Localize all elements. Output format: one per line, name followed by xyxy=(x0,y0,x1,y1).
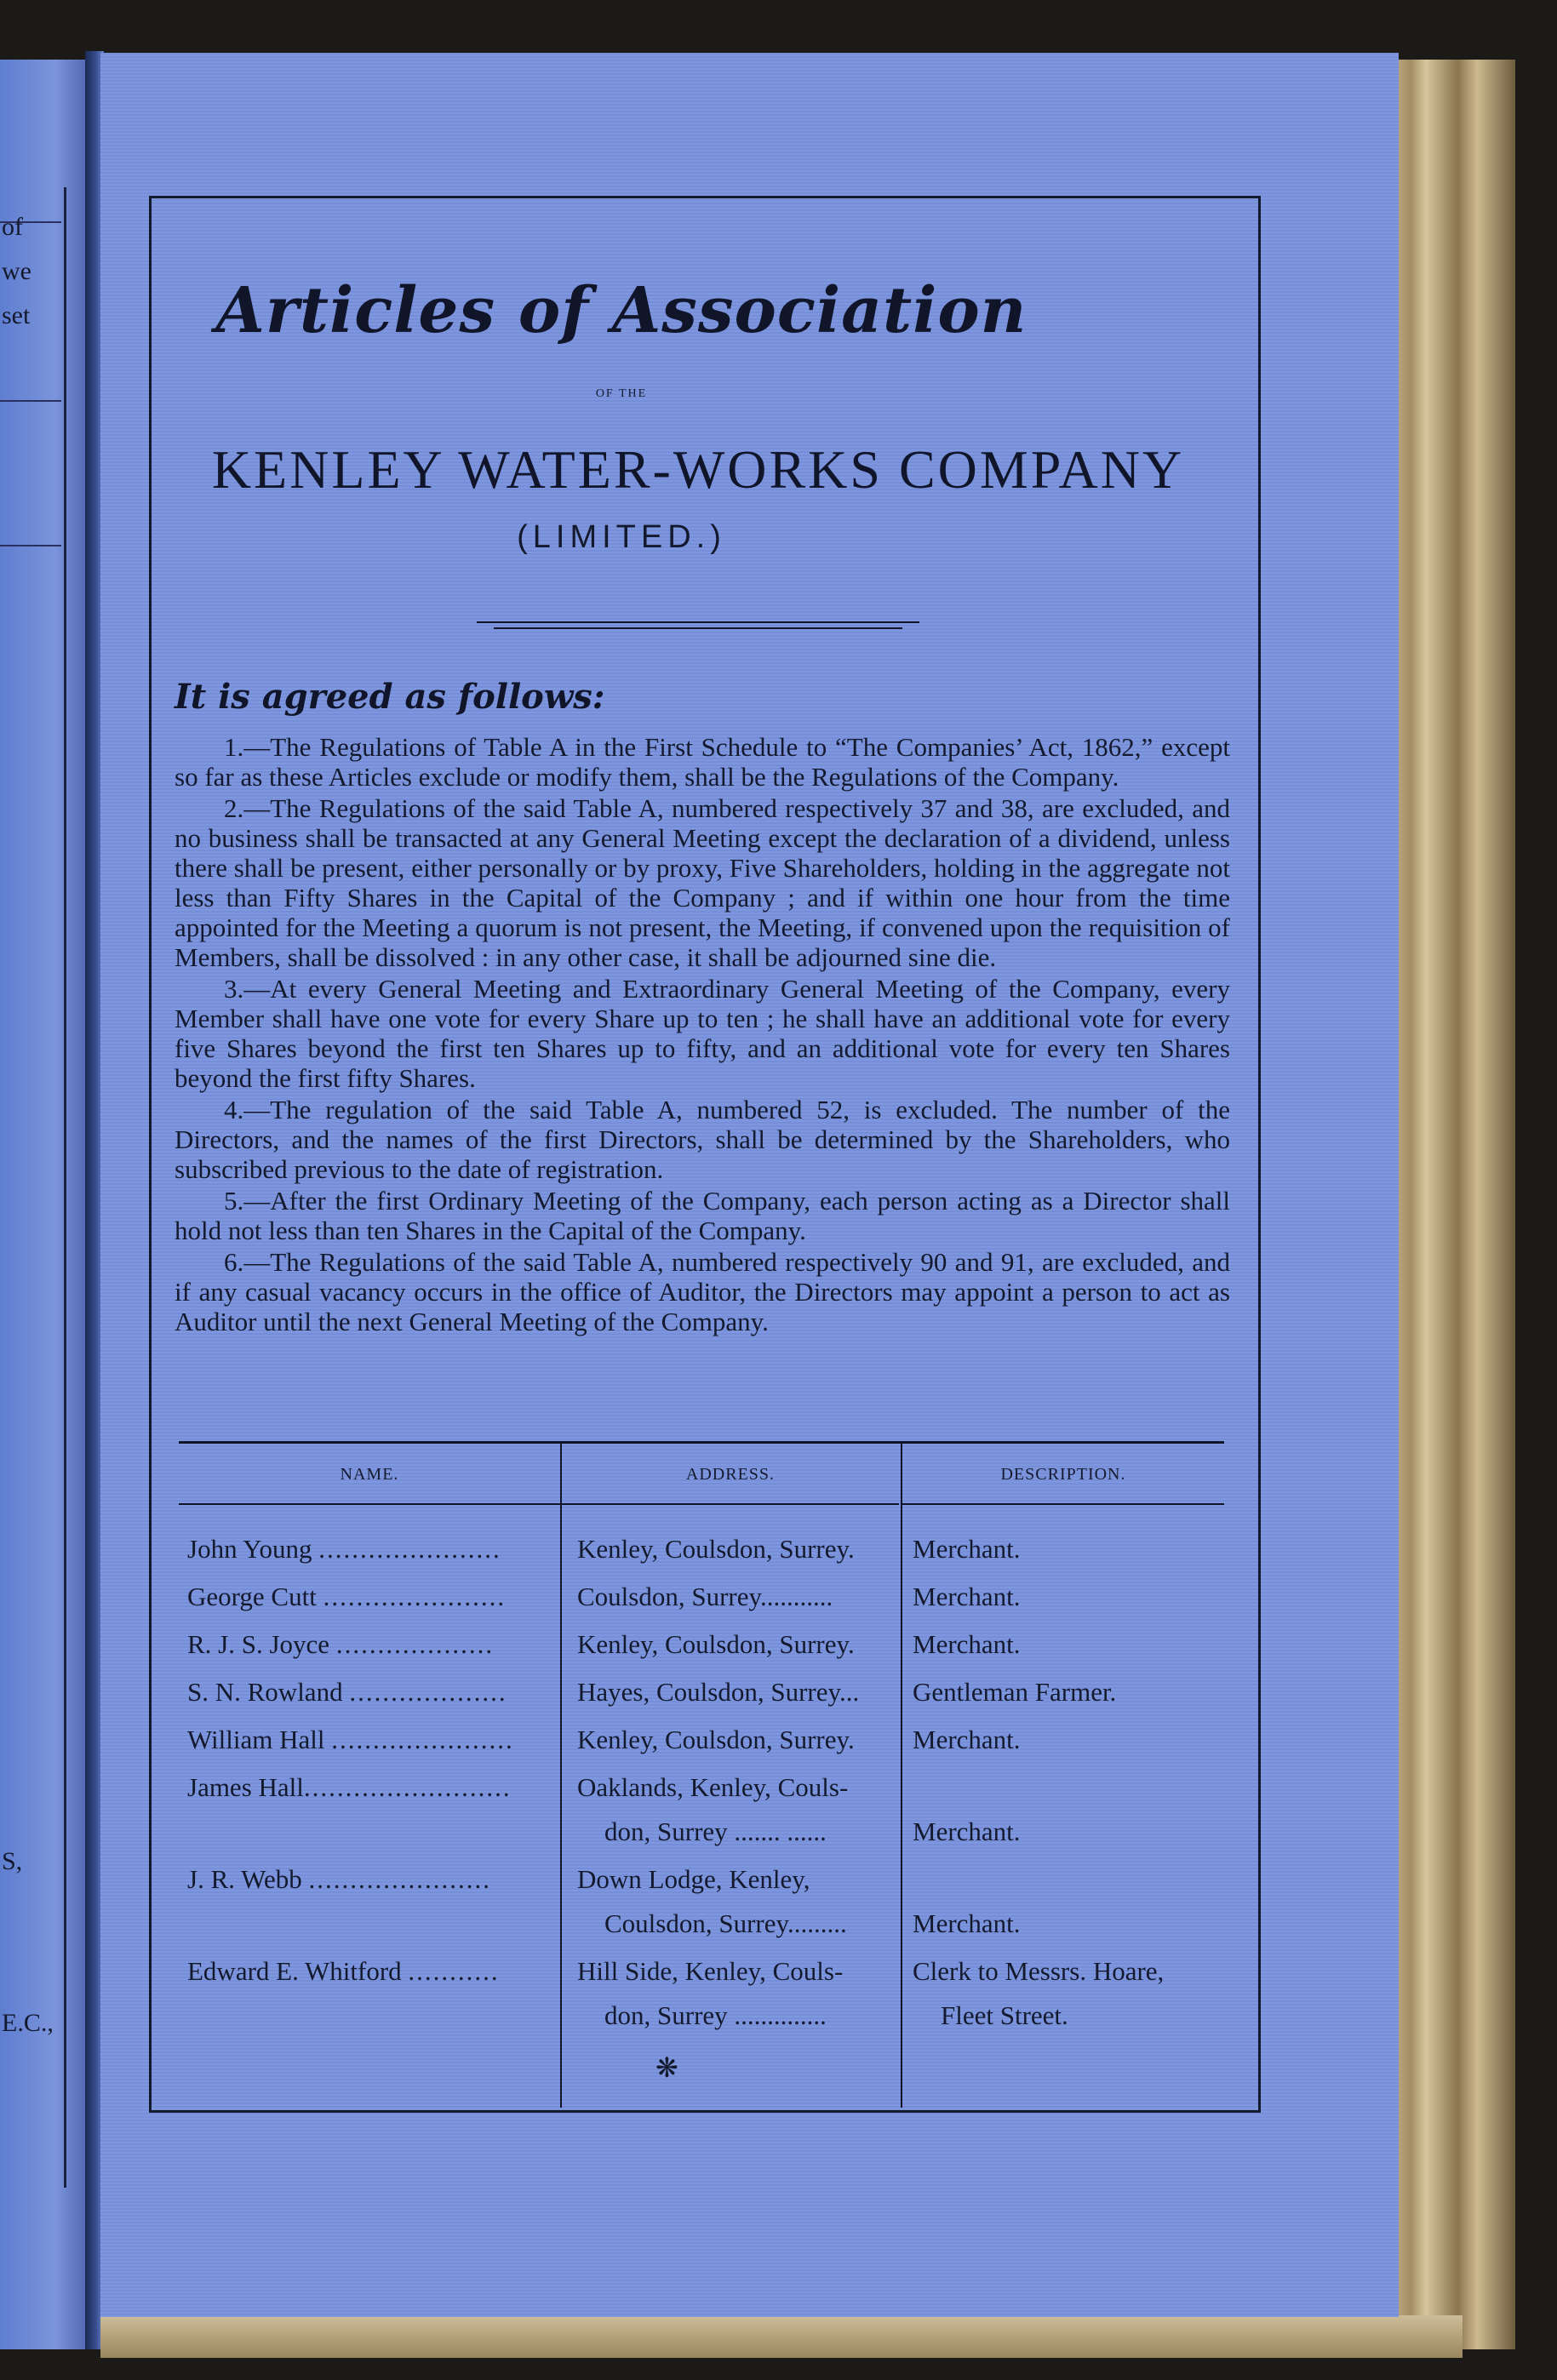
cell-address: Hill Side, Kenley, Couls- xyxy=(577,1956,844,1986)
article-4: 4.—The regulation of the said Table A, numbered 52, is excluded. The number of the Directors, and the names of the first Directors, shall be determined by the Shareholders, who subscribed previous to the date of registration. xyxy=(175,1095,1230,1184)
dot-leader: ...................... xyxy=(323,1582,507,1611)
article-2: 2.—The Regulations of the said Table A, numbered respectively 37 and 38, are excluded, and no business shall be transacted at any General Meeting except the declaration of a dividend, unless there shall be present, either personally or by proxy, Five Shareholders, holding in the aggregate not less than Fifty Shares in the Capital of the Company ; and if within one hour from the time appointed for the Meeting a quorum is not present, the Meeting, if convened upon the requisition of Members, shall be dissolved : in any other case, it shall be adjourned sine die. xyxy=(175,793,1230,972)
facing-fragment: S, xyxy=(2,1847,23,1875)
dot-leader: ................... xyxy=(349,1677,507,1707)
cell-name xyxy=(187,1719,514,1760)
article-6: 6.—The Regulations of the said Table A, numbered respectively 90 and 91, are excluded, and if any casual vacancy occurs in the office of Auditor, the Directors may appoint a person to act as Auditor until the next General Meeting of the Company. xyxy=(175,1247,1230,1336)
dot-leader: ...................... xyxy=(318,1534,501,1564)
header-address: ADDRESS. xyxy=(685,1465,776,1484)
dot-leader: ......................... xyxy=(303,1772,512,1802)
title-rule xyxy=(494,627,902,629)
facing-fragment: E.C., xyxy=(2,2009,54,2037)
of-the-label: OF THE xyxy=(595,387,648,400)
header-rule xyxy=(179,1503,560,1505)
article-1: 1.—The Regulations of Table A in the First Schedule to “The Companies’ Act, 1862,” except so far as these Articles exclude or modify them, shall be the Regulations of the Company. xyxy=(175,732,1230,792)
subscriber-name: John Young xyxy=(187,1534,312,1564)
dot-leader: ...................... xyxy=(308,1864,491,1894)
page-bottom-edge xyxy=(100,2315,1463,2358)
cell-name xyxy=(187,1951,500,1992)
cell-address: Down Lodge, Kenley, xyxy=(577,1864,810,1894)
cell-description: Merchant. xyxy=(913,1816,1021,1846)
header-name: NAME. xyxy=(340,1465,399,1484)
cell-description: Merchant. xyxy=(913,1908,1021,1938)
column-divider xyxy=(560,1444,562,2108)
cell-address: Coulsdon, Surrey........... xyxy=(577,1582,833,1611)
subscriber-name: James Hall xyxy=(187,1772,304,1802)
cell-description: Merchant. xyxy=(913,1534,1021,1564)
cell-address: Hayes, Coulsdon, Surrey... xyxy=(577,1677,860,1707)
subscriber-name: R. J. S. Joyce xyxy=(187,1629,330,1659)
dot-leader: ........... xyxy=(408,1956,500,1986)
limited-label: (LIMITED.) xyxy=(517,519,726,555)
subscriber-name: William Hall xyxy=(187,1725,325,1754)
cell-description-cont: Fleet Street. xyxy=(941,2000,1068,2030)
facing-frame-line xyxy=(64,187,66,2188)
articles-list xyxy=(175,732,1230,1338)
cell-address-cont: Coulsdon, Surrey......... xyxy=(604,1908,847,1938)
header-description: DESCRIPTION. xyxy=(1000,1465,1126,1484)
subscriber-name: J. R. Webb xyxy=(187,1864,302,1894)
cell-address: Oaklands, Kenley, Couls- xyxy=(577,1772,849,1802)
title-rule xyxy=(477,621,919,623)
cell-name xyxy=(187,1859,491,1900)
company-name: KENLEY WATER-WORKS COMPANY xyxy=(211,439,1185,500)
header-rule xyxy=(562,1503,899,1505)
cell-name xyxy=(187,1576,506,1617)
cell-address: Kenley, Coulsdon, Surrey. xyxy=(577,1725,855,1754)
facing-page xyxy=(0,60,92,2349)
cell-address-cont: don, Surrey ....... ...... xyxy=(604,1816,827,1846)
subscriber-name: George Cutt xyxy=(187,1582,317,1611)
agreed-heading: It is agreed as follows: xyxy=(175,677,605,717)
subscribers-table xyxy=(179,1441,1224,2074)
cell-name xyxy=(187,1767,512,1808)
page-edges xyxy=(1388,60,1515,2349)
cell-address: Kenley, Coulsdon, Surrey. xyxy=(577,1629,855,1659)
cell-description: Gentleman Farmer. xyxy=(913,1677,1117,1707)
dot-leader: ................... xyxy=(335,1629,495,1659)
ornament-asterisk: ❋ xyxy=(655,2052,678,2083)
article-3: 3.—At every General Meeting and Extraordinary General Meeting of the Company, every Member shall have one vote for every Share up to ten ; he shall have an additional vote for every five Shares beyond the first ten Shares up to fifty, and an additional vote for every ten Shares beyond the first fifty Shares. xyxy=(175,974,1230,1093)
dot-leader: ...................... xyxy=(331,1725,514,1754)
cell-description: Clerk to Messrs. Hoare, xyxy=(913,1956,1165,1986)
cell-name xyxy=(187,1624,494,1665)
subscriber-name: Edward E. Whitford xyxy=(187,1956,402,1986)
cell-address-cont: don, Surrey .............. xyxy=(604,2000,827,2030)
facing-fragment: of xyxy=(2,213,23,241)
cell-address: Kenley, Coulsdon, Surrey. xyxy=(577,1534,855,1564)
cell-description: Merchant. xyxy=(913,1582,1021,1611)
cell-description: Merchant. xyxy=(913,1725,1021,1754)
facing-fragment: set xyxy=(2,301,31,329)
header-rule xyxy=(902,1503,1224,1505)
article-5: 5.—After the first Ordinary Meeting of the Company, each person acting as a Director shall hold not less than ten Shares in the Capital of the Company. xyxy=(175,1186,1230,1245)
document-title: Articles of Association xyxy=(215,274,1028,347)
column-divider xyxy=(901,1444,902,2108)
subscriber-name: S. N. Rowland xyxy=(187,1677,343,1707)
cell-name xyxy=(187,1672,507,1713)
cell-description: Merchant. xyxy=(913,1629,1021,1659)
facing-fragment: we xyxy=(2,257,31,285)
cell-name xyxy=(187,1529,501,1570)
